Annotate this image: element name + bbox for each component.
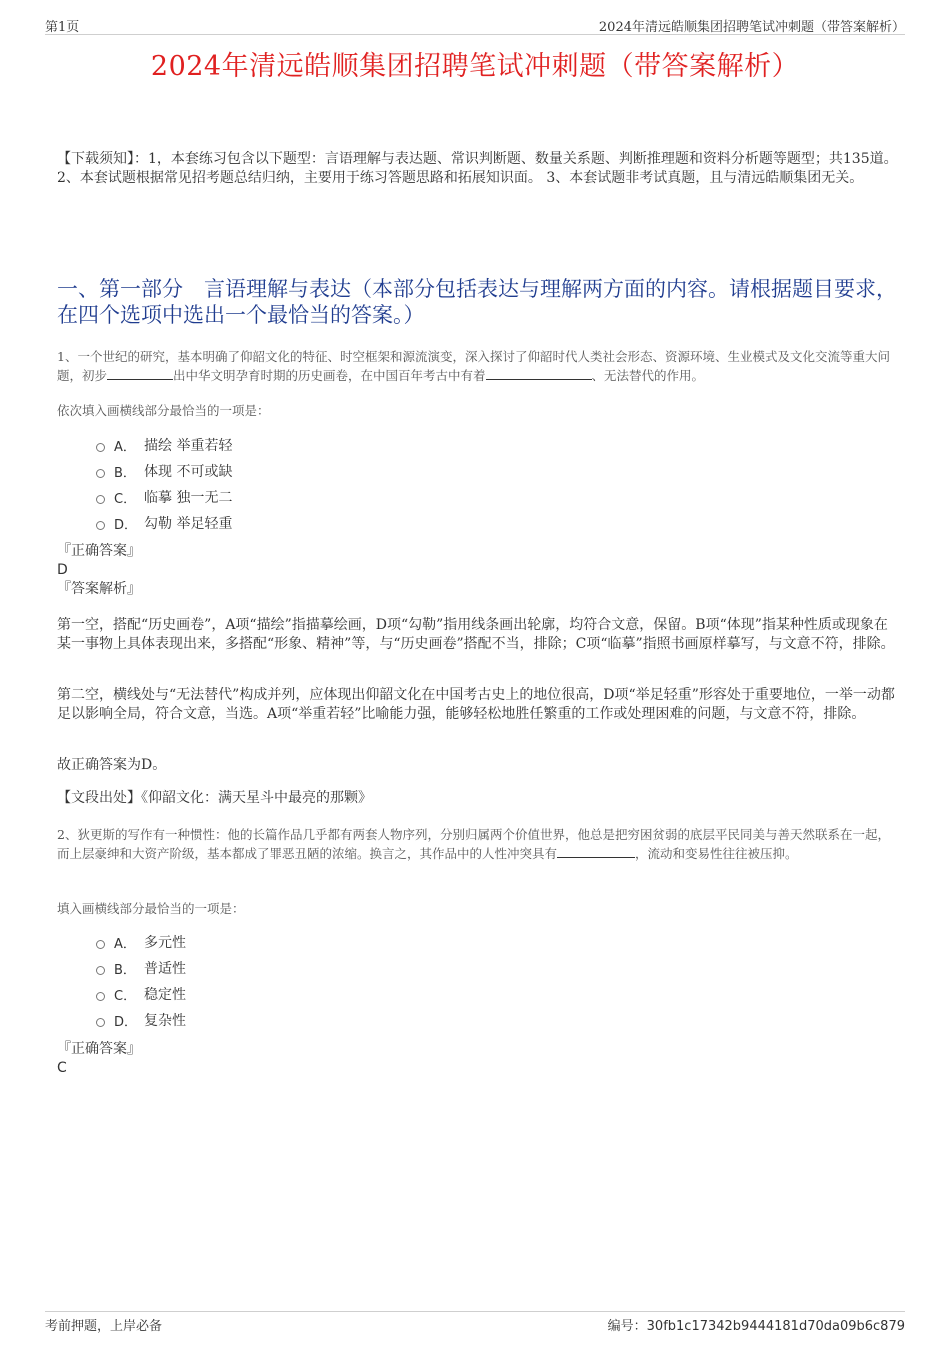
- document-title: 2024年清远皓顺集团招聘笔试冲刺题（带答案解析）: [150, 51, 800, 82]
- page-number-label: 第1页: [45, 20, 80, 35]
- radio-icon[interactable]: [96, 443, 105, 452]
- analysis-conclusion: 故正确答案为D。: [57, 757, 167, 773]
- question-1-options: [96, 432, 496, 536]
- analysis-paragraph-2: 第二空，横线处与“无法替代”构成并列，应体现出仰韶文化在中国考古史上的地位很高，D项“举足轻重”形容处于重要地位，一举一动都足以影响全局，符合文意，当选。A项“举重若轻”比喻能力强，能够轻松地胜任繁重的工作或处理困难的问题，与文意不符，排除。: [57, 687, 895, 722]
- correct-answer-label: 『正确答案』: [57, 543, 141, 559]
- correct-answer-value: D: [57, 562, 68, 578]
- option-a[interactable]: A． 描绘 举重若轻: [96, 432, 496, 458]
- question-2-options: [96, 929, 496, 1033]
- page-footer: [45, 1311, 905, 1334]
- question-2-instruction: 填入画横线部分最恰当的一项是：: [57, 901, 245, 916]
- option-a[interactable]: A． 多元性: [96, 929, 496, 955]
- fill-blank: [486, 367, 592, 380]
- option-d[interactable]: D． 复杂性: [96, 1007, 496, 1033]
- analysis-paragraph-1: 第一空，搭配“历史画卷”，A项“描绘”指描摹绘画，D项“勾勒”指用线条画出轮廓，均符合文意，保留。B项“体现”指某种性质或现象在某一事物上具体表现出来，多搭配“形象、精神”等，与“历史画卷”搭配不当，排除；C项“临摹”指照书画原样摹写，与文意不符，排除。: [57, 617, 895, 652]
- option-b[interactable]: B． 普适性: [96, 955, 496, 981]
- correct-answer-label: 『正确答案』: [57, 1041, 141, 1057]
- fill-blank: [557, 845, 635, 858]
- radio-icon[interactable]: [96, 495, 105, 504]
- analysis-label: 『答案解析』: [57, 581, 141, 597]
- question-1-text: 1、一个世纪的研究，基本明确了仰韶文化的特征、时空框架和源流演变，深入探讨了仰韶时代人类社会形态、资源环境、生业模式及文化交流等重大问题，初步 出中华文明孕育时期的历史画卷，在中国百年考古中有着 、无法替代的作用。: [57, 349, 890, 383]
- option-d[interactable]: D． 勾勒 举足轻重: [96, 510, 496, 536]
- source-citation: 【文段出处】《仰韶文化：满天星斗中最亮的那颗》: [57, 790, 372, 806]
- radio-icon[interactable]: [96, 1018, 105, 1027]
- radio-icon[interactable]: [96, 940, 105, 949]
- answer-block-2: [57, 1040, 141, 1078]
- page-header: [45, 14, 905, 35]
- option-c[interactable]: C． 临摹 独一无二: [96, 484, 496, 510]
- footer-slogan: 考前押题，上岸必备: [45, 1319, 163, 1334]
- radio-icon[interactable]: [96, 521, 105, 530]
- section-heading: 一、第一部分 言语理解与表达（本部分包括表达与理解两方面的内容。请根据题目要求，在四个选项中选出一个最恰当的答案。）: [57, 277, 897, 327]
- download-notice: 【下载须知】：1，本套练习包含以下题型：言语理解与表达题、常识判断题、数量关系题、判断推理题和资料分析题等题型；共135道。 2、本套试题根据常见招考题总结归纳，主要用于练习答题思路和拓展知识面。 3、本套试题非考试真题，且与清远皓顺集团无关。: [57, 151, 898, 186]
- option-c[interactable]: C． 稳定性: [96, 981, 496, 1007]
- answer-block-1: [57, 542, 141, 599]
- fill-blank: [107, 367, 173, 380]
- option-b[interactable]: B． 体现 不可或缺: [96, 458, 496, 484]
- radio-icon[interactable]: [96, 469, 105, 478]
- question-1-instruction: 依次填入画横线部分最恰当的一项是：: [57, 403, 270, 418]
- radio-icon[interactable]: [96, 992, 105, 1001]
- document-code: 编号：30fb1c17342b9444181d70da09b6c879: [607, 1319, 905, 1334]
- correct-answer-value: C: [57, 1060, 67, 1076]
- question-2-text: 2、狄更斯的写作有一种惯性：他的长篇作品几乎都有两套人物序列，分别归属两个价值世界，他总是把穷困贫弱的底层平民同美与善天然联系在一起，而上层豪绅和大资产阶级，基本都成了罪恶丑陋的浓缩。换言之，其作品中的人性冲突具有 ，流动和变易性往往被压抑。: [57, 827, 890, 861]
- radio-icon[interactable]: [96, 966, 105, 975]
- running-title: 2024年清远皓顺集团招聘笔试冲刺题（带答案解析）: [598, 20, 905, 35]
